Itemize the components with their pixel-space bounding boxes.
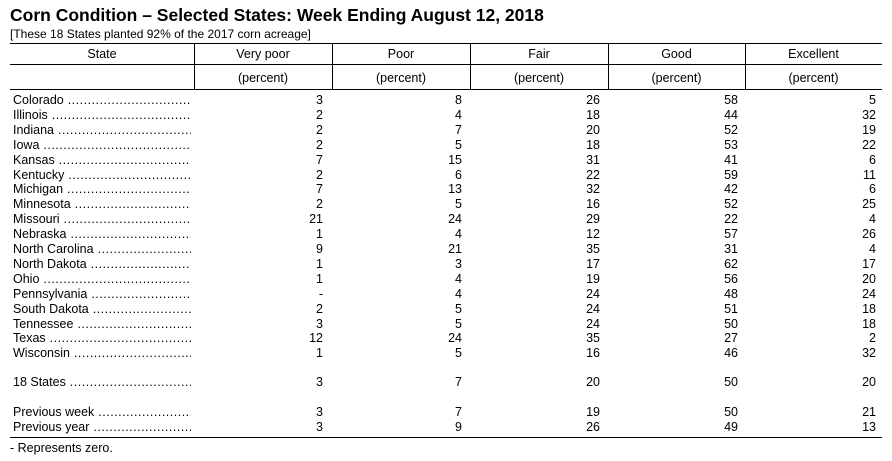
column-header-very-poor: Very poor — [236, 47, 290, 61]
value-excellent: 18 — [862, 301, 876, 316]
value-fair: 16 — [586, 346, 600, 361]
value-good: 62 — [724, 256, 738, 271]
value-excellent: 2 — [869, 331, 876, 346]
value-good: 41 — [724, 152, 738, 167]
value-very-poor: 3 — [316, 420, 323, 434]
value-poor: 4 — [455, 286, 462, 301]
table-row — [0, 346, 892, 361]
value-poor: 3 — [455, 256, 462, 271]
table-row — [0, 123, 892, 138]
value-poor: 7 — [455, 122, 462, 137]
table-row — [0, 168, 892, 183]
value-very-poor: 1 — [316, 346, 323, 361]
value-excellent: 17 — [862, 256, 876, 271]
value-fair: 26 — [586, 420, 600, 434]
value-excellent: 19 — [862, 122, 876, 137]
value-very-poor: 1 — [316, 227, 323, 242]
state-name: Wisconsin ..... — [13, 346, 191, 361]
value-good: 50 — [724, 375, 738, 389]
value-very-poor: 2 — [316, 122, 323, 137]
table-row — [0, 153, 892, 168]
state-name: Pennsylvania ..... — [13, 287, 191, 302]
value-poor: 24 — [448, 212, 462, 227]
value-very-poor: 1 — [316, 256, 323, 271]
state-name: Kansas ..... — [13, 153, 191, 168]
value-fair: 35 — [586, 242, 600, 256]
value-fair: 19 — [586, 271, 600, 286]
unit-label: (percent) — [788, 71, 839, 85]
value-poor: 5 — [455, 137, 462, 152]
table-row — [0, 242, 892, 257]
value-poor: 7 — [455, 405, 462, 419]
value-fair: 35 — [586, 331, 600, 346]
table-row — [0, 197, 892, 212]
value-fair: 18 — [586, 107, 600, 122]
value-very-poor: 3 — [316, 93, 323, 107]
table-row — [0, 182, 892, 197]
value-excellent: 22 — [862, 137, 876, 152]
value-very-poor: 3 — [316, 316, 323, 331]
value-very-poor: 7 — [316, 152, 323, 167]
value-very-poor: 2 — [316, 301, 323, 316]
value-poor: 5 — [455, 301, 462, 316]
table-row — [0, 287, 892, 302]
value-very-poor: 2 — [316, 197, 323, 212]
state-name: North Dakota ..... — [13, 257, 191, 272]
state-name: Missouri ..... — [13, 212, 191, 227]
state-name: Nebraska ..... — [13, 227, 191, 242]
value-very-poor: 3 — [316, 405, 323, 419]
value-fair: 24 — [586, 301, 600, 316]
value-good: 58 — [724, 93, 738, 107]
value-poor: 24 — [448, 331, 462, 346]
state-name: Illinois ..... — [13, 108, 191, 123]
value-good: 52 — [724, 122, 738, 137]
state-name: Iowa ..... — [13, 138, 191, 153]
state-name: 18 States ..... — [13, 375, 191, 390]
unit-label: (percent) — [513, 71, 565, 85]
value-good: 50 — [724, 405, 738, 419]
value-poor: 9 — [455, 420, 462, 434]
value-poor: 4 — [455, 227, 462, 242]
value-poor: 5 — [455, 346, 462, 361]
state-name: Previous week ..... — [13, 405, 191, 420]
table-row — [0, 331, 892, 346]
value-poor: 7 — [455, 375, 462, 389]
header-middle-rule — [10, 64, 882, 65]
table-row — [0, 227, 892, 242]
value-excellent: 20 — [862, 271, 876, 286]
value-fair: 31 — [586, 152, 600, 167]
value-fair: 32 — [586, 182, 600, 197]
value-poor: 5 — [455, 197, 462, 212]
value-excellent: 4 — [869, 212, 876, 227]
value-very-poor: 9 — [316, 242, 323, 256]
value-excellent: 20 — [862, 375, 876, 389]
value-very-poor: 1 — [316, 271, 323, 286]
unit-label: (percent) — [237, 71, 289, 85]
report-title: Corn Condition – Selected States: Week Ending August 12, 2018 — [10, 5, 544, 25]
value-excellent: 6 — [869, 182, 876, 197]
value-excellent: 25 — [862, 197, 876, 212]
value-fair: 20 — [586, 122, 600, 137]
value-fair: 20 — [586, 375, 600, 389]
value-good: 42 — [724, 182, 738, 197]
value-excellent: 11 — [863, 167, 876, 182]
value-good: 44 — [724, 107, 738, 122]
value-very-poor: 12 — [309, 331, 323, 346]
value-excellent: 32 — [862, 346, 876, 361]
value-very-poor: - — [318, 286, 323, 301]
value-poor: 4 — [455, 271, 462, 286]
value-fair: 19 — [586, 405, 600, 419]
value-very-poor: 2 — [316, 137, 323, 152]
value-very-poor: 7 — [316, 182, 323, 197]
value-fair: 26 — [586, 93, 600, 107]
column-header-state: State — [87, 47, 117, 61]
value-very-poor: 2 — [316, 167, 323, 182]
value-good: 52 — [724, 197, 738, 212]
state-name: Kentucky ..... — [13, 168, 191, 183]
unit-label: (percent) — [651, 71, 702, 85]
value-poor: 6 — [455, 167, 462, 182]
value-good: 46 — [724, 346, 738, 361]
value-good: 31 — [724, 242, 738, 256]
value-excellent: 13 — [862, 420, 876, 434]
state-name: North Carolina ..... — [13, 242, 191, 257]
unit-label: (percent) — [375, 71, 427, 85]
value-fair: 18 — [586, 137, 600, 152]
column-header-fair: Fair — [528, 47, 550, 61]
table-row — [0, 375, 892, 390]
value-excellent: 32 — [862, 107, 876, 122]
value-poor: 15 — [448, 152, 462, 167]
column-header-poor: Poor — [387, 47, 415, 61]
value-excellent: 18 — [862, 316, 876, 331]
value-good: 22 — [724, 212, 738, 227]
value-good: 57 — [724, 227, 738, 242]
column-header-good: Good — [661, 47, 692, 61]
value-good: 53 — [724, 137, 738, 152]
value-excellent: 24 — [862, 286, 876, 301]
state-name: Ohio ..... — [13, 272, 191, 287]
value-fair: 24 — [586, 316, 600, 331]
table-row — [0, 420, 892, 435]
state-name: South Dakota ..... — [13, 302, 191, 317]
value-fair: 22 — [586, 167, 600, 182]
column-header-excellent: Excellent — [788, 47, 839, 61]
value-poor: 13 — [448, 182, 462, 197]
value-excellent: 21 — [862, 405, 876, 419]
table-row — [0, 302, 892, 317]
state-name: Michigan ..... — [13, 182, 191, 197]
table-row — [0, 138, 892, 153]
value-very-poor: 3 — [316, 375, 323, 389]
table-row — [0, 108, 892, 123]
table-bottom-rule — [10, 437, 882, 438]
state-name: Colorado ..... — [13, 93, 191, 108]
state-name: Texas ..... — [13, 331, 191, 346]
value-very-poor: 21 — [309, 212, 323, 227]
table-row — [0, 257, 892, 272]
state-name: Previous year ..... — [13, 420, 191, 435]
value-good: 51 — [724, 301, 738, 316]
value-poor: 21 — [448, 242, 462, 256]
table-row — [0, 212, 892, 227]
table-row — [0, 272, 892, 287]
footnote: - Represents zero. — [10, 441, 113, 455]
value-poor: 4 — [455, 107, 462, 122]
value-very-poor: 2 — [316, 107, 323, 122]
value-fair: 17 — [586, 256, 600, 271]
table-row — [0, 317, 892, 332]
value-excellent: 6 — [869, 152, 876, 167]
value-good: 27 — [724, 331, 738, 346]
value-poor: 8 — [455, 93, 462, 107]
value-good: 56 — [724, 271, 738, 286]
report-subtitle: [These 18 States planted 92% of the 2017 corn acreage] — [10, 27, 311, 41]
value-fair: 29 — [586, 212, 600, 227]
value-excellent: 5 — [869, 93, 876, 107]
state-name: Tennessee ..... — [13, 317, 191, 332]
header-bottom-rule — [10, 89, 882, 90]
table-row — [0, 405, 892, 420]
table-row — [0, 93, 892, 108]
value-good: 48 — [724, 286, 738, 301]
value-good: 50 — [724, 316, 738, 331]
value-fair: 12 — [586, 227, 600, 242]
header-top-rule — [10, 43, 882, 44]
value-excellent: 4 — [869, 242, 876, 256]
value-good: 49 — [724, 420, 738, 434]
value-poor: 5 — [455, 316, 462, 331]
state-name: Indiana ..... — [13, 123, 191, 138]
value-good: 59 — [724, 167, 738, 182]
value-excellent: 26 — [862, 227, 876, 242]
value-fair: 24 — [586, 286, 600, 301]
value-fair: 16 — [586, 197, 600, 212]
state-name: Minnesota ..... — [13, 197, 191, 212]
